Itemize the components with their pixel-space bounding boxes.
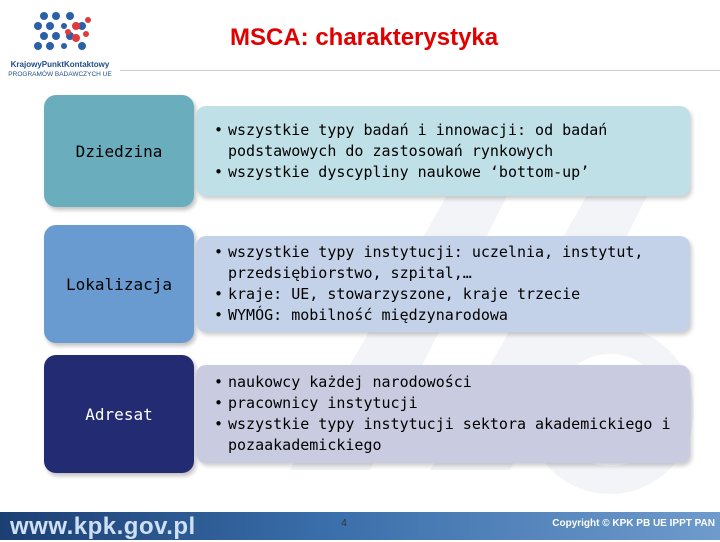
list-item: • wszystkie typy instytucji: uczelnia, instytut, przedsiębiorstwo, szpital,…: [214, 242, 690, 284]
bullet-list: [214, 372, 690, 456]
row-label-text: Dziedzina: [75, 141, 163, 161]
row-label-text: Adresat: [85, 404, 153, 424]
logo-text-line1: KrajowyPunktKontaktowy: [10, 60, 110, 69]
page-number: 4: [341, 518, 347, 529]
logo-text-line2: PROGRAMÓW BADAWCZYCH UE: [8, 71, 112, 78]
row-body-lokalizacja: [196, 236, 690, 332]
row-body-dziedzina: [196, 106, 690, 196]
row-label-dziedzina: [44, 95, 194, 207]
kpk-logo: [4, 4, 116, 90]
copyright-text: Copyright © KPK PB UE IPPT PAN: [552, 518, 715, 529]
page-title: MSCA: charakterystyka: [230, 24, 499, 51]
list-item: • wszystkie typy badań i innowacji: od badań podstawowych do zastosowań rynkowych: [214, 120, 690, 162]
list-item: • naukowcy każdej narodowości: [214, 372, 690, 393]
row-label-adresat: [44, 355, 194, 473]
footer-url-link[interactable]: www.kpk.gov.pl: [10, 513, 196, 540]
list-item: • kraje: UE, stowarzyszone, kraje trzecie: [214, 284, 690, 305]
row-label-lokalizacja: [44, 225, 194, 343]
bullet-list: [214, 120, 690, 183]
row-label-text: Lokalizacja: [66, 274, 172, 294]
title-divider: [120, 70, 720, 71]
list-item: • wszystkie typy instytucji sektora akademickiego i pozaakademickiego: [214, 414, 690, 456]
kpk-logo-mark-icon: [30, 8, 94, 58]
list-item: • pracownicy instytucji: [214, 393, 690, 414]
bullet-list: [214, 242, 690, 326]
row-body-adresat: [196, 365, 690, 463]
list-item: • wszystkie dyscypliny naukowe ‘bottom-up’: [214, 162, 690, 183]
list-item: • WYMÓG: mobilność międzynarodowa: [214, 305, 690, 326]
